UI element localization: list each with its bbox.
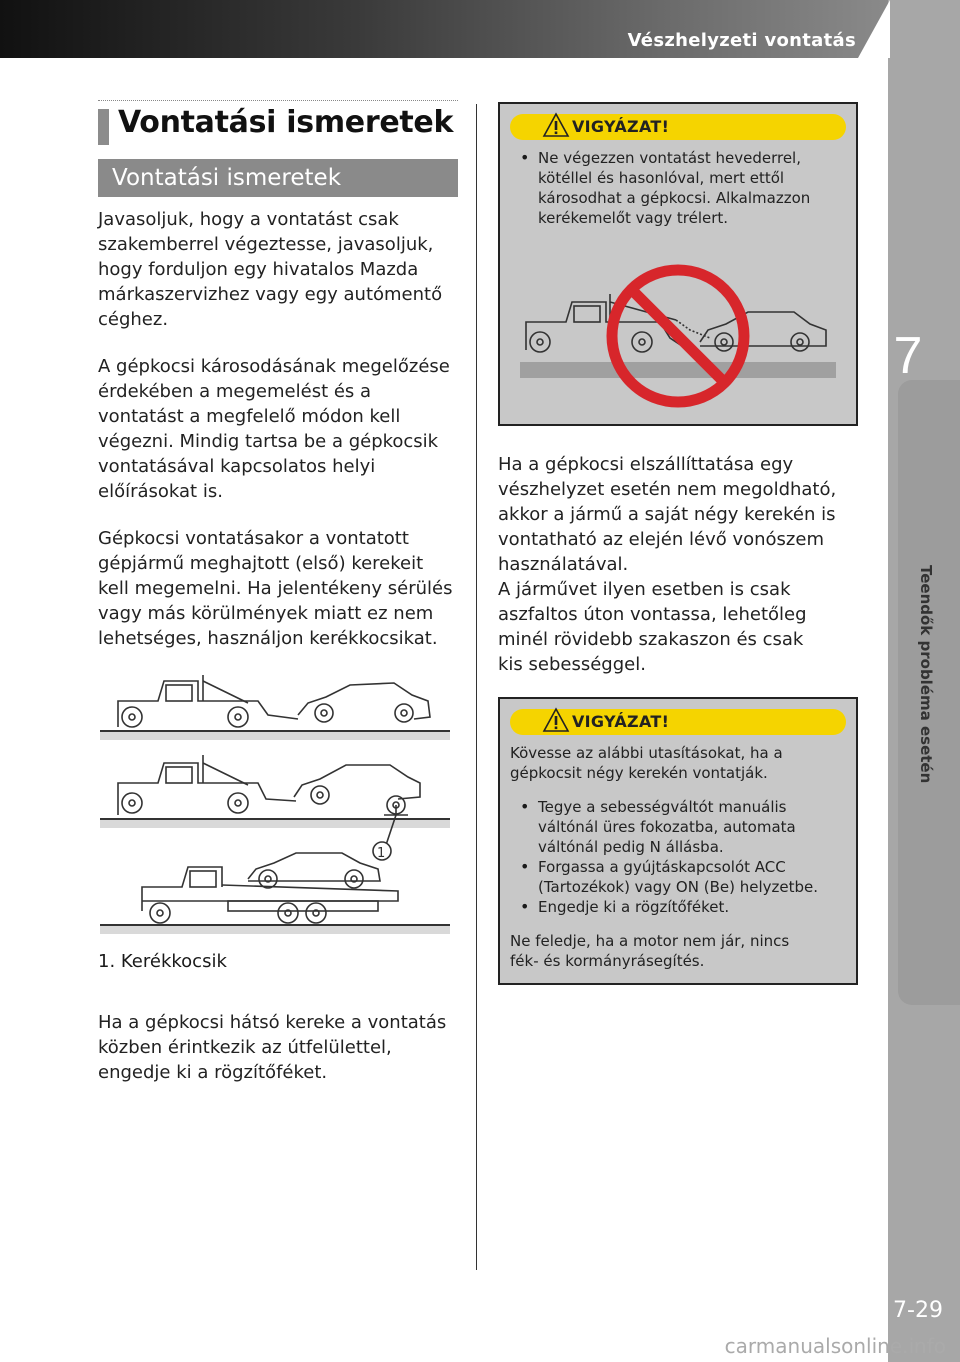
warning-bullet: • Tegye a sebességváltót manuális váltónál üres fokozatba, automata váltónál pedig N állásba. — [510, 797, 846, 857]
warning-triangle-icon — [542, 707, 570, 733]
chapter-label: Teendők probléma esetén — [917, 565, 935, 784]
watermark: carmanualsonline.info — [724, 1334, 946, 1358]
paragraph-2: A gépkocsi károsodásának megelőzése érdekében a megemelést és a vontatást a megfelelő módon kell végezni. Mindig tartsa be a gépkocsik vontatásával kapcsolatos helyi előírásokat is. — [98, 356, 450, 502]
right-column — [498, 102, 858, 985]
warning-triangle-icon — [542, 112, 570, 138]
warning-bullet: • Forgassa a gyújtáskapcsolót ACC (Tartozékok) vagy ON (Be) helyzetbe. — [510, 857, 846, 897]
page-number: 7-29 — [893, 1298, 943, 1323]
section-subtitle: Vontatási ismeretek — [98, 159, 458, 197]
warning-outro: Ne feledje, ha a motor nem jár, nincs fék- és kormányrásegítés. — [510, 932, 790, 970]
warning-label: VIGYÁZAT! — [572, 117, 670, 136]
warning-label-bar — [510, 709, 846, 735]
section-heading — [98, 100, 458, 151]
list-item: 1. Kerékkocsik — [98, 951, 227, 972]
chapter-number: 7 — [893, 327, 923, 385]
warning-label-bar — [510, 114, 846, 140]
paragraph-1: Javasoljuk, hogy a vontatást csak szakemberrel végeztesse, javasoljuk, hogy forduljon egy hivatalos Mazda márkaszervizhez vagy egy autómentő céghez. — [98, 209, 443, 330]
warning-bullet: • Engedje ki a rögzítőféket. — [510, 897, 846, 917]
wheel-dolly-callout: 1 — [377, 846, 386, 861]
warning-intro: Kövesse az alábbi utasításokat, ha a gépkocsit négy kerekén vontatják. — [510, 744, 783, 782]
heading-bar — [98, 109, 109, 145]
prohibited-rope-towing-illustration — [510, 238, 846, 408]
paragraph-4: Ha a gépkocsi hátsó kereke a vontatás közben érintkezik az útfelülettel, engedje ki a rögzítőféket. — [98, 1012, 447, 1083]
column-divider — [476, 104, 477, 1270]
warning-box-2 — [498, 697, 858, 985]
paragraph-right-1: Ha a gépkocsi elszállíttatása egy vészhelyzet esetén nem megoldható, akkor a jármű a saját négy kerekén is vontatható az elején lévő vonószem használatával. A járművet ilyen esetben is csak aszfaltos úton vontassa, lehetőleg minél rövidebb szakaszon és csak kis sebességgel. — [498, 454, 837, 675]
warning-label: VIGYÁZAT! — [572, 712, 670, 731]
section-title: Vontatási ismeretek — [118, 105, 454, 140]
header-title: Vészhelyzeti vontatás — [627, 30, 856, 51]
warning-box-1 — [498, 102, 858, 426]
warning-bullet: • Ne végezzen vontatást hevederrel, kötéllel és hasonlóval, mert ettől károsodhat a gépkocsi. Alkalmazzon kerékemelőt vagy trélert. — [510, 148, 846, 228]
left-column — [98, 100, 458, 1085]
towing-methods-illustration — [98, 669, 458, 939]
paragraph-3: Gépkocsi vontatásakor a vontatott gépjármű meghajtott (első) kerekeit kell megemelni. Ha jelentékeny sérülés vagy más körülmények miatt ez nem lehetséges, használjon kerékkocsikat. — [98, 528, 453, 649]
